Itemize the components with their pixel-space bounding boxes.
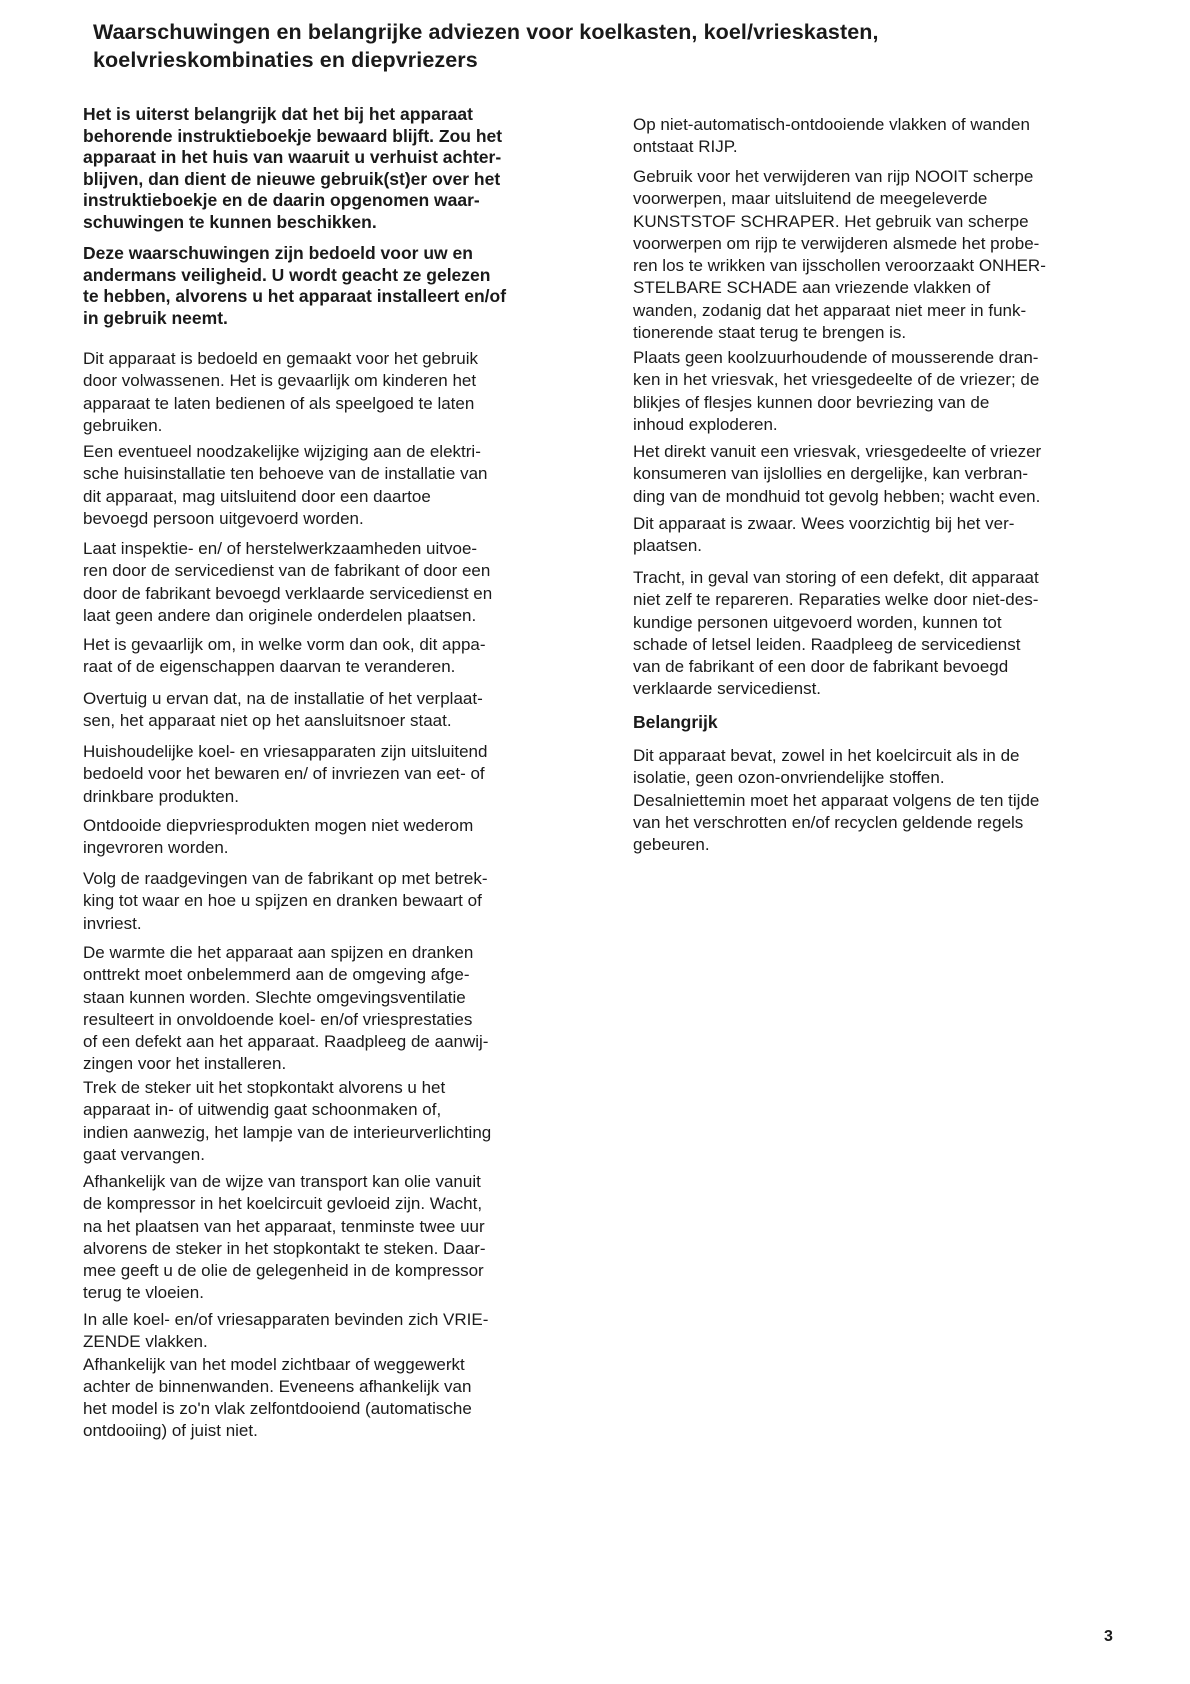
text-line: apparaat in- of uitwendig gaat schoonmaken of, [83, 1100, 442, 1120]
text-line: ontstaat RIJP. [633, 137, 738, 157]
text-line: instruktieboekje en de daarin opgenomen waar- [83, 190, 480, 210]
text-line: niet zelf te repareren. Reparaties welke door niet-des- [633, 590, 1039, 610]
text-line: Tracht, in geval van storing of een defekt, dit apparaat [633, 568, 1039, 587]
text-line: blikjes of flesjes kunnen door bevriezing van de [633, 392, 990, 412]
text-line: apparaat in het huis van waaruit u verhuist achter- [83, 147, 502, 167]
text-line: sche huisinstallatie ten behoeve van de installatie van [83, 464, 488, 484]
text-line: Het is gevaarlijk om, in welke vorm dan ook, dit appa- [83, 635, 486, 654]
text-line: blijven, dan dient de nieuwe gebruik(st)er over het [83, 168, 501, 189]
text-line: de kompressor in het koelcircuit gevloeid zijn. Wacht, [83, 1194, 483, 1214]
text-line: Volg de raadgevingen van de fabrikant op met betrek- [83, 869, 488, 888]
paragraph [83, 815, 583, 860]
text-line: KUNSTSTOF SCHRAPER. Het gebruik van scherpe [633, 211, 1029, 231]
text-line: Huishoudelijke koel- en vriesapparaten zijn uitsluitend [83, 742, 488, 761]
text-line: ingevroren worden. [83, 838, 229, 858]
text-line: achter de binnenwanden. Eveneens afhankelijk van [83, 1376, 472, 1396]
text-line: invriest. [83, 913, 142, 933]
text-line: voorwerpen, maar uitsluitend de meegeleverde [633, 189, 988, 209]
text-line: voorwerpen om rijp te verwijderen alsmede het probe- [633, 233, 1040, 253]
text-line: verklaarde servicedienst. [633, 679, 822, 699]
text-line: isolatie, geen ozon-onvriendelijke stoffen. [633, 768, 945, 788]
text-line: king tot waar en hoe u spijzen en dranken bewaart of [83, 891, 482, 911]
text-line: raat of de eigenschappen daarvan te veranderen. [83, 657, 456, 677]
text-line: Dit apparaat is bedoeld en gemaakt voor het gebruik [83, 349, 479, 368]
text-line: In alle koel- en/of vriesapparaten bevinden zich VRIE- [83, 1310, 489, 1329]
text-line: te hebben, alvorens u het apparaat installeert en/of [83, 286, 507, 306]
text-line: Overtuig u ervan dat, na de installatie of het verplaat- [83, 689, 483, 708]
text-line: het model is zo'n vlak zelfontdooiend (automatische [83, 1399, 472, 1419]
text-line: van het verschrotten en/of recyclen geldende regels [633, 812, 1024, 832]
paragraph [633, 114, 1138, 159]
text-line: gaat vervangen. [83, 1144, 205, 1164]
paragraph [83, 1309, 583, 1443]
text-line: kundige personen uitgevoerd worden, kunnen tot [633, 612, 1002, 632]
text-line: indien aanwezig, het lampje van de interieurverlichting [83, 1122, 492, 1142]
text-line: STELBARE SCHADE aan vriezende vlakken of [633, 278, 991, 298]
text-line: drinkbare produkten. [83, 786, 239, 806]
page-number: 3 [1104, 1628, 1113, 1645]
title-line: Waarschuwingen en belangrijke adviezen voor koelkasten, koel/vrieskasten, [93, 20, 879, 44]
text-line: sen, het apparaat niet op het aansluitsnoer staat. [83, 711, 452, 731]
text-line: De warmte die het apparaat aan spijzen en dranken [83, 943, 474, 962]
paragraph [633, 166, 1138, 344]
paragraph [83, 634, 583, 679]
text-line: schuwingen te kunnen beschikken. [83, 211, 377, 232]
text-line: Desalniettemin moet het apparaat volgens de ten tijde [633, 790, 1040, 810]
text-line: ken in het vriesvak, het vriesgedeelte of de vriezer; de [633, 370, 1040, 390]
text-line: gebeuren. [633, 835, 710, 855]
paragraph [83, 348, 583, 437]
paragraph [83, 688, 583, 733]
text-line: Dit apparaat is zwaar. Wees voorzichtig bij het ver- [633, 514, 1015, 533]
paragraph [83, 942, 583, 1076]
text-line: na het plaatsen van het apparaat, tenminste twee uur [83, 1216, 485, 1236]
paragraph [633, 347, 1138, 436]
text-line: wanden, zodanig dat het apparaat niet meer in funk- [633, 300, 1027, 320]
paragraph [83, 868, 583, 935]
paragraph [83, 1077, 583, 1166]
text-line: Het is uiterst belangrijk dat het bij het apparaat [83, 104, 473, 124]
text-line: mee geeft u de olie de gelegenheid in de kompressor [83, 1261, 484, 1281]
paragraph [633, 567, 1138, 701]
text-line: staan kunnen worden. Slechte omgevingsventilatie [83, 987, 466, 1007]
text-line: onttrekt moet onbelemmerd aan de omgeving afge- [83, 965, 470, 985]
text-line: apparaat te laten bedienen of als speelgoed te laten [83, 393, 475, 413]
page-title [93, 18, 1093, 74]
text-line: bevoegd persoon uitgevoerd worden. [83, 508, 364, 528]
paragraph [633, 513, 1138, 558]
intro-paragraph [83, 243, 583, 329]
text-line: Gebruik voor het verwijderen van rijp NOOIT scherpe [633, 167, 1034, 186]
text-line: terug te vloeien. [83, 1283, 204, 1303]
paragraph [83, 538, 583, 627]
intro-paragraph [83, 104, 583, 233]
text-line: zingen voor het installeren. [83, 1054, 287, 1074]
text-line: tionerende staat terug te brengen is. [633, 323, 907, 343]
section-heading [633, 711, 1138, 733]
text-line: ZENDE vlakken. [83, 1332, 208, 1352]
text-line: ren los te wrikken van ijsschollen veroorzaakt ONHER- [633, 256, 1046, 276]
text-line: Laat inspektie- en/ of herstelwerkzaamheden uitvoe- [83, 539, 478, 558]
text-line: Een eventueel noodzakelijke wijziging aan de elektri- [83, 442, 481, 461]
text-line: dit apparaat, mag uitsluitend door een daartoe [83, 486, 431, 506]
text-line: konsumeren van ijslollies en dergelijke, kan verbran- [633, 464, 1028, 484]
text-line: gebruiken. [83, 415, 163, 435]
text-line: inhoud exploderen. [633, 414, 778, 434]
title-line: koelvrieskombinaties en diepvriezers [93, 48, 478, 72]
text-line: Het direkt vanuit een vriesvak, vriesgedeelte of vriezer [633, 442, 1042, 461]
text-line: ding van de mondhuid tot gevolg hebben; wacht even. [633, 486, 1041, 506]
text-line: laat geen andere dan originele onderdelen plaatsen. [83, 605, 477, 625]
text-line: Afhankelijk van het model zichtbaar of weggewerkt [83, 1354, 465, 1374]
text-line: ontdooiing) of juist niet. [83, 1421, 258, 1441]
text-line: of een defekt aan het apparaat. Raadpleeg de aanwij- [83, 1032, 489, 1052]
text-line: Trek de steker uit het stopkontakt alvorens u het [83, 1078, 446, 1097]
text-line: in gebruik neemt. [83, 307, 228, 328]
text-line: van de fabrikant of een door de fabrikant bevoegd [633, 657, 1009, 677]
text-line: Dit apparaat bevat, zowel in het koelcircuit als in de [633, 746, 1020, 765]
text-line: Ontdooide diepvriesprodukten mogen niet wederom [83, 816, 474, 835]
text-line: Afhankelijk van de wijze van transport kan olie vanuit [83, 1172, 481, 1191]
paragraph [633, 441, 1138, 508]
text-line: alvorens de steker in het stopkontakt te steken. Daar- [83, 1238, 486, 1258]
text-line: Op niet-automatisch-ontdooiende vlakken of wanden [633, 115, 1030, 134]
text-line: andermans veiligheid. U wordt geacht ze gelezen [83, 264, 491, 285]
text-line: bedoeld voor het bewaren en/ of invriezen van eet- of [83, 764, 485, 784]
paragraph [83, 441, 583, 530]
text-line: schade of letsel leiden. Raadpleeg de servicedienst [633, 634, 1021, 654]
text-line: door de fabrikant bevoegd verklaarde servicedienst en [83, 583, 493, 603]
text-line: Plaats geen koolzuurhoudende of mousserende dran- [633, 348, 1039, 367]
text-line: door volwassenen. Het is gevaarlijk om kinderen het [83, 371, 477, 391]
paragraph [83, 1171, 583, 1305]
paragraph [83, 741, 583, 808]
paragraph [633, 745, 1138, 856]
text-line: Belangrijk [633, 712, 718, 732]
text-line: resulteert in onvoldoende koel- en/of vriesprestaties [83, 1009, 473, 1029]
text-line: behorende instruktieboekje bewaard blijft. Zou het [83, 125, 503, 146]
text-line: ren door de servicedienst van de fabrikant of door een [83, 561, 491, 581]
text-line: Deze waarschuwingen zijn bedoeld voor uw en [83, 243, 473, 263]
text-line: plaatsen. [633, 536, 702, 556]
